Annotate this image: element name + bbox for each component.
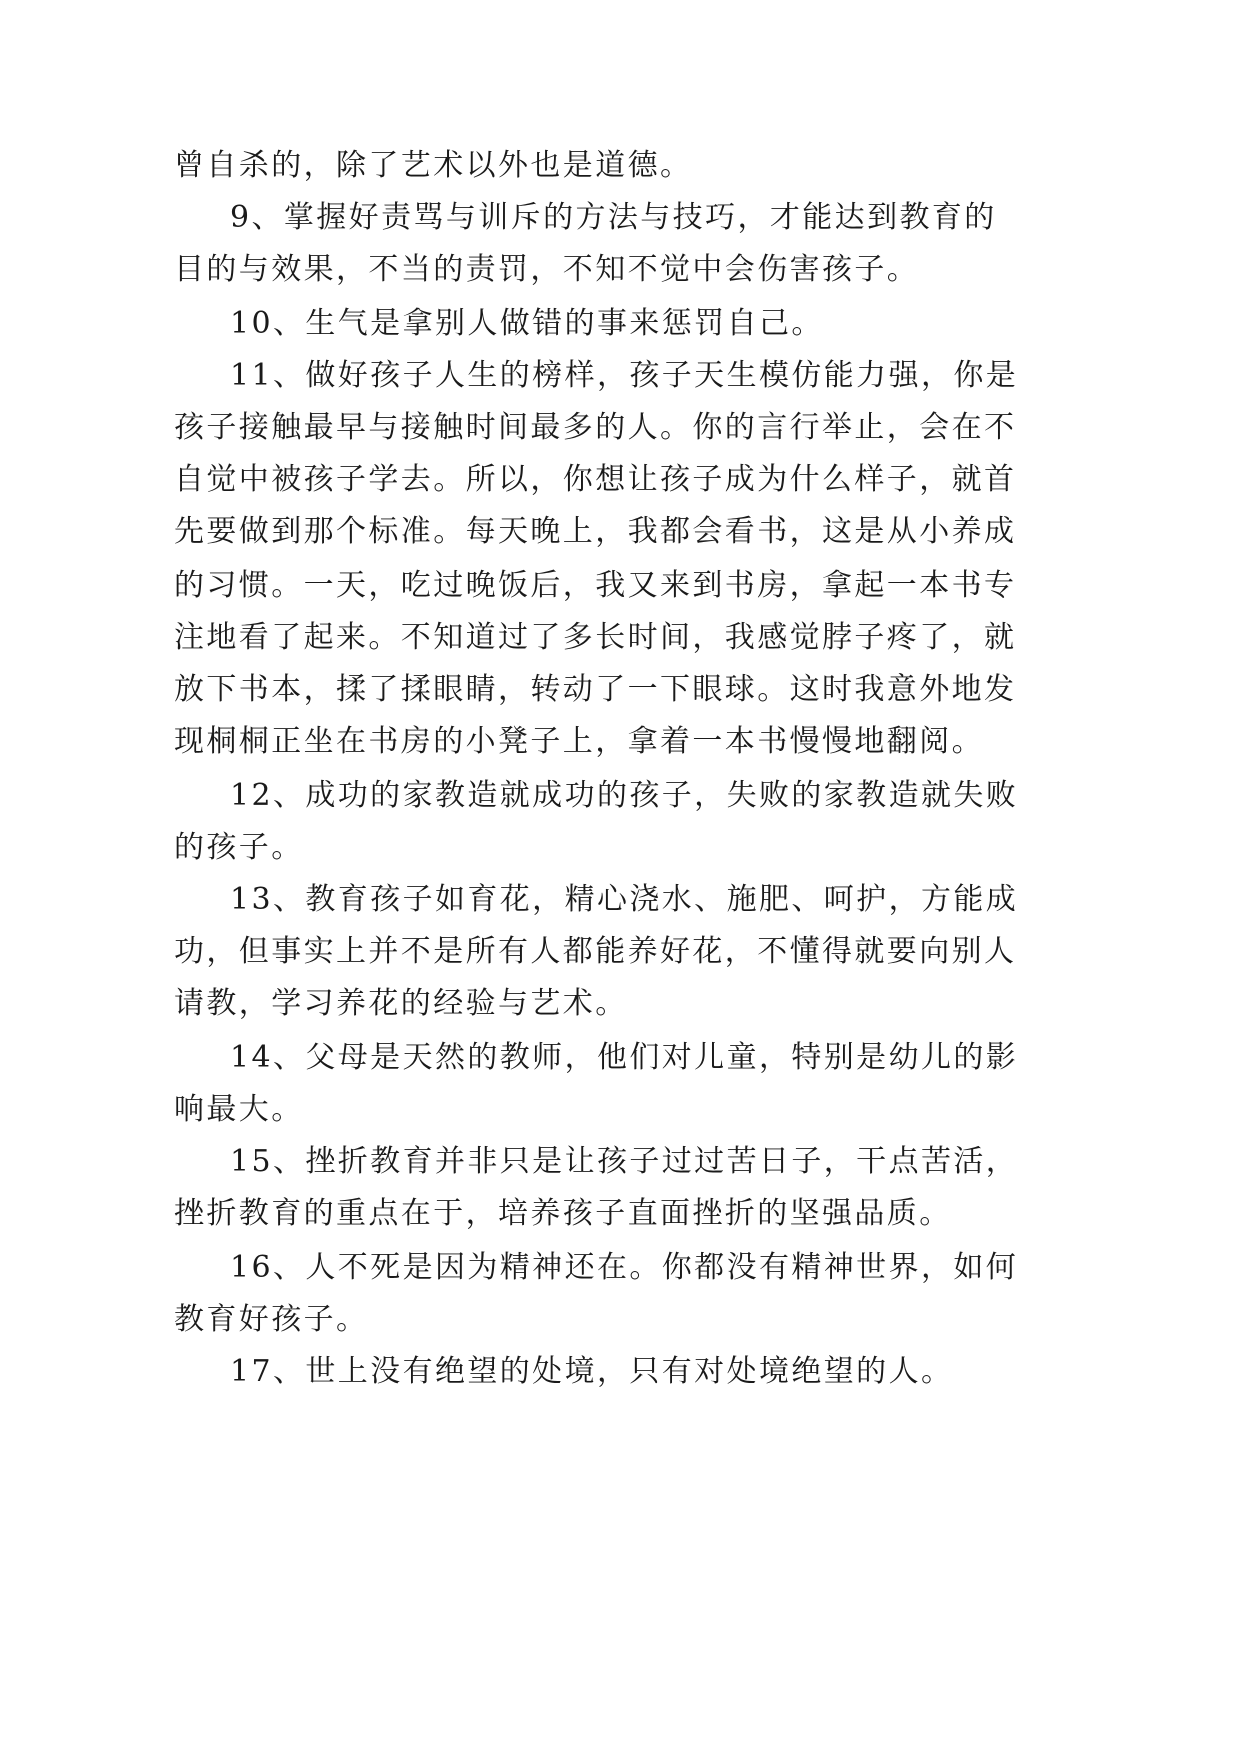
text-line: 11、做好孩子人生的榜样，孩子天生模仿能力强，你是 <box>230 358 1019 393</box>
text-line: 挫折教育的重点在于，培养孩子直面挫折的坚强品质。 <box>174 1196 952 1231</box>
text-line: 目的与效果，不当的责罚，不知不觉中会伤害孩子。 <box>174 252 920 287</box>
text-line: 15、挫折教育并非只是让孩子过过苦日子，干点苦活， <box>230 1144 1019 1179</box>
text-line: 12、成功的家教造就成功的孩子，失败的家教造就失败 <box>230 778 1019 813</box>
text-line: 放下书本，揉了揉眼睛，转动了一下眼球。这时我意外地发 <box>174 672 1017 707</box>
text-line: 10、生气是拿别人做错的事来惩罚自己。 <box>230 306 824 341</box>
text-line: 曾自杀的，除了艺术以外也是道德。 <box>174 148 693 183</box>
text-line: 注地看了起来。不知道过了多长时间，我感觉脖子疼了，就 <box>174 620 1017 655</box>
text-line: 现桐桐正坐在书房的小凳子上，拿着一本书慢慢地翻阅。 <box>174 724 984 759</box>
text-line: 响最大。 <box>174 1092 304 1127</box>
text-line: 请教，学习养花的经验与艺术。 <box>174 986 628 1021</box>
text-line: 的习惯。一天，吃过晚饭后，我又来到书房，拿起一本书专 <box>174 568 1017 603</box>
text-line: 教育好孩子。 <box>174 1302 369 1337</box>
text-line: 14、父母是天然的教师，他们对儿童，特别是幼儿的影 <box>230 1040 1019 1075</box>
text-line: 先要做到那个标准。每天晚上，我都会看书，这是从小养成 <box>174 514 1017 549</box>
text-line: 的孩子。 <box>174 830 304 865</box>
text-line: 16、人不死是因为精神还在。你都没有精神世界，如何 <box>230 1250 1019 1285</box>
text-line: 9、掌握好责骂与训斥的方法与技巧，才能达到教育的 <box>230 200 997 235</box>
text-line: 功，但事实上并不是所有人都能养好花，不懂得就要向别人 <box>174 934 1017 969</box>
text-line: 17、世上没有绝望的处境，只有对处境绝望的人。 <box>230 1354 954 1389</box>
text-line: 自觉中被孩子学去。所以，你想让孩子成为什么样子，就首 <box>174 462 1017 497</box>
text-line: 13、教育孩子如育花，精心浇水、施肥、呵护，方能成 <box>230 882 1019 917</box>
text-line: 孩子接触最早与接触时间最多的人。你的言行举止，会在不 <box>174 410 1017 445</box>
